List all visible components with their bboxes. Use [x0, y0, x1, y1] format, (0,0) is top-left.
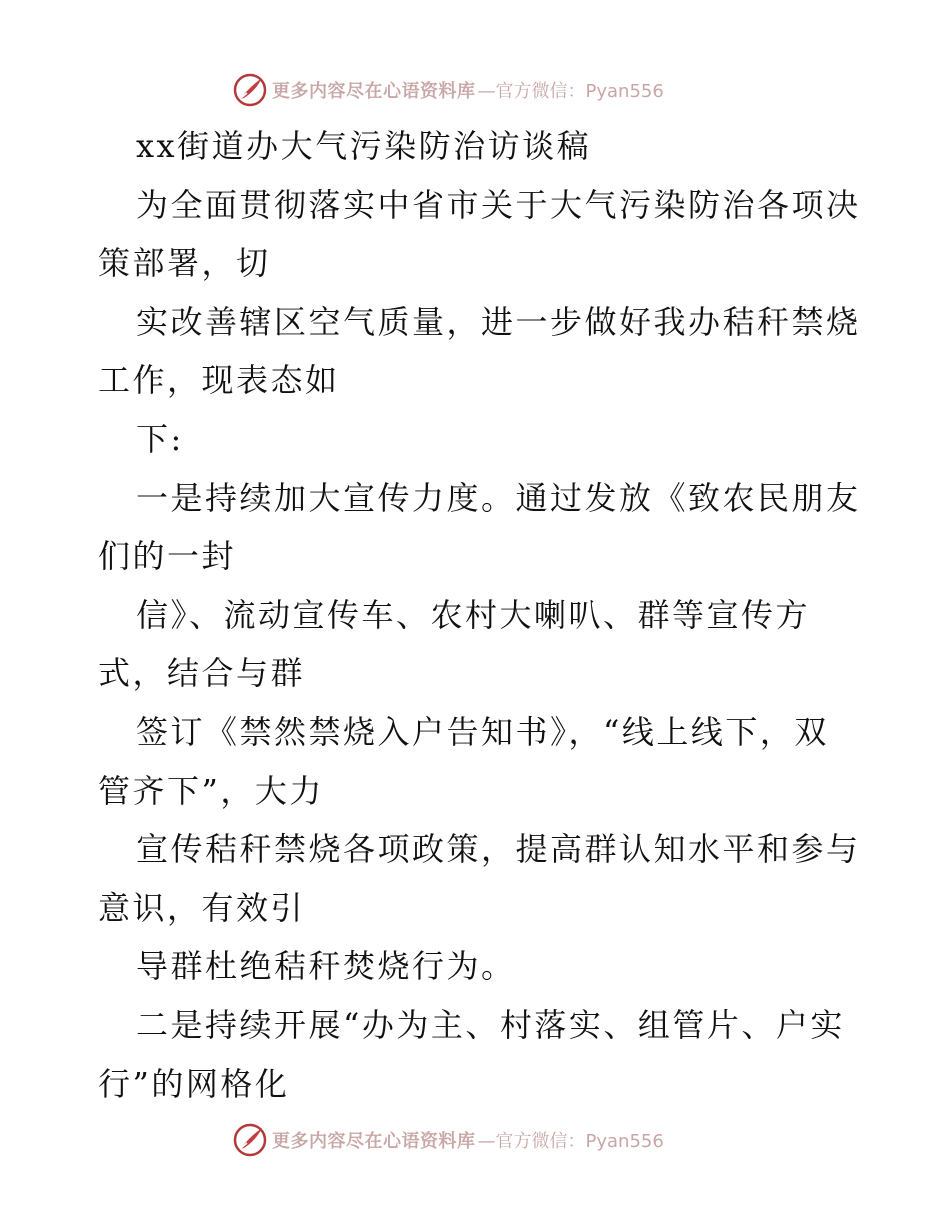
- paragraph-line: 为全面贯彻落实中省市关于大气污染防治各项决: [136, 185, 861, 224]
- document-title: xx街道办大气污染防治访谈稿: [136, 127, 592, 165]
- paragraph-line: 意识，有效引: [98, 888, 306, 927]
- paragraph-line: 们的一封: [98, 537, 237, 576]
- footer-watermark-banner: [232, 1122, 664, 1158]
- paragraph-line: 信》、流动宣传车、农村大喇叭、群等宣传方: [136, 595, 811, 634]
- paragraph-line: 工作，现表态如: [98, 361, 340, 400]
- paragraph-line: 行”的网格化: [98, 1064, 290, 1103]
- watermark-contact-text: —官方微信：Pyan556: [477, 1131, 664, 1152]
- paragraph-line: 管齐下”，大力: [98, 771, 324, 810]
- paragraph-line: 下:: [136, 419, 184, 458]
- watermark-contact-text: —官方微信：Pyan556: [477, 81, 664, 102]
- paragraph-line: 式，结合与群: [98, 654, 306, 693]
- paragraph-line: 签订《禁然禁烧入户告知书》，“线上线下，双: [136, 712, 829, 751]
- watermark-promo-text: 更多内容尽在心语资料库: [272, 1131, 476, 1152]
- document-body: [98, 117, 861, 1113]
- quill-pen-logo-icon: [232, 1122, 268, 1158]
- paragraph-line: 一是持续加大宣传力度。通过发放《致农民朋友: [136, 478, 861, 517]
- watermark-promo-text: 更多内容尽在心语资料库: [272, 81, 476, 102]
- quill-pen-logo-icon: [232, 72, 268, 108]
- paragraph-line: 二是持续开展“办为主、村落实、组管片、户实: [136, 1005, 845, 1044]
- paragraph-line: 导群杜绝秸秆焚烧行为。: [136, 947, 516, 986]
- paragraph-line: 宣传秸秆禁烧各项政策，提高群认知水平和参与: [136, 830, 861, 869]
- header-watermark-banner: [232, 72, 664, 108]
- paragraph-line: 策部署，切: [98, 244, 271, 283]
- paragraph-line: 实改善辖区空气质量，进一步做好我办秸秆禁烧: [136, 302, 861, 341]
